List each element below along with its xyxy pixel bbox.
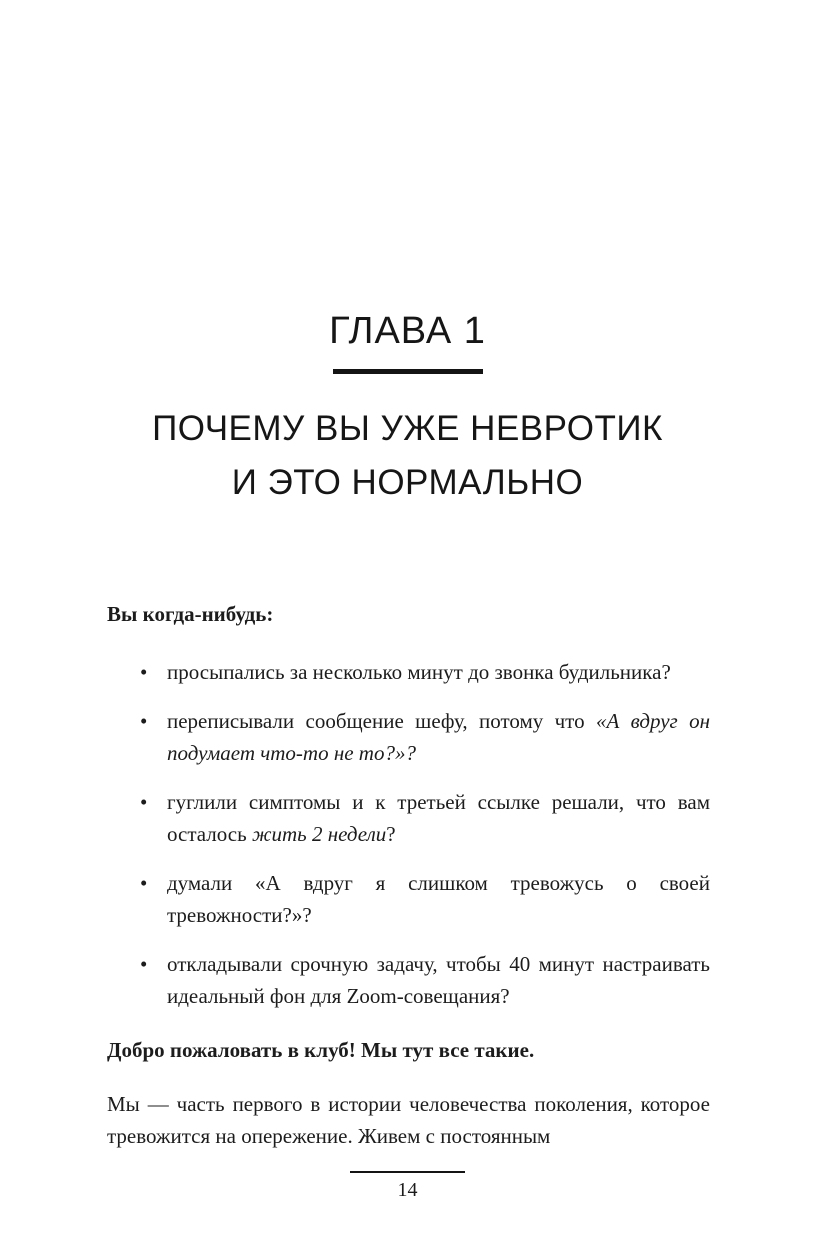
welcome-line: Добро пожаловать в клуб! Мы тут все такие. — [107, 1038, 535, 1062]
chapter-header — [0, 0, 815, 510]
intro-line: Вы когда-нибудь: — [107, 602, 274, 626]
list-item — [107, 867, 710, 931]
list-item — [107, 656, 710, 688]
footer-divider — [350, 1171, 465, 1173]
bullet-text: переписывали сообщение шефу, потому что — [167, 709, 596, 733]
bullet-text: ? — [386, 822, 396, 846]
page-footer — [0, 1171, 815, 1202]
bullet-text: гуглили симптомы и к третьей ссылке решали, что вам осталось — [167, 790, 710, 846]
page-body — [107, 598, 710, 1152]
list-item — [107, 705, 710, 769]
chapter-title-line2: И ЭТО НОРМАЛЬНО — [231, 463, 584, 502]
bullet-text: думали «А вдруг я слишком тревожусь о своей тревожности?»? — [167, 871, 710, 927]
chapter-divider — [333, 369, 483, 374]
chapter-title — [0, 402, 815, 510]
bullet-text: просыпались за несколько минут до звонка будильника? — [167, 660, 671, 684]
chapter-number: ГЛАВА 1 — [329, 310, 486, 352]
bullet-text-italic: «А вдруг он подумает что-то не то?»? — [167, 709, 710, 765]
list-item — [107, 786, 710, 850]
chapter-title-line1: ПОЧЕМУ ВЫ УЖЕ НЕВРОТИК — [152, 409, 663, 448]
list-item — [107, 948, 710, 1012]
bullet-text: откладывали срочную задачу, чтобы 40 минут настраивать идеальный фон для Zoom-совещания? — [167, 952, 710, 1008]
body-paragraph: Мы — часть первого в истории человечества поколения, которое тревожится на опережение. Живем с постоянным — [107, 1092, 710, 1148]
bullet-text-italic: жить 2 недели — [251, 822, 387, 846]
bullet-list — [107, 656, 710, 1012]
page-number: 14 — [397, 1179, 418, 1201]
